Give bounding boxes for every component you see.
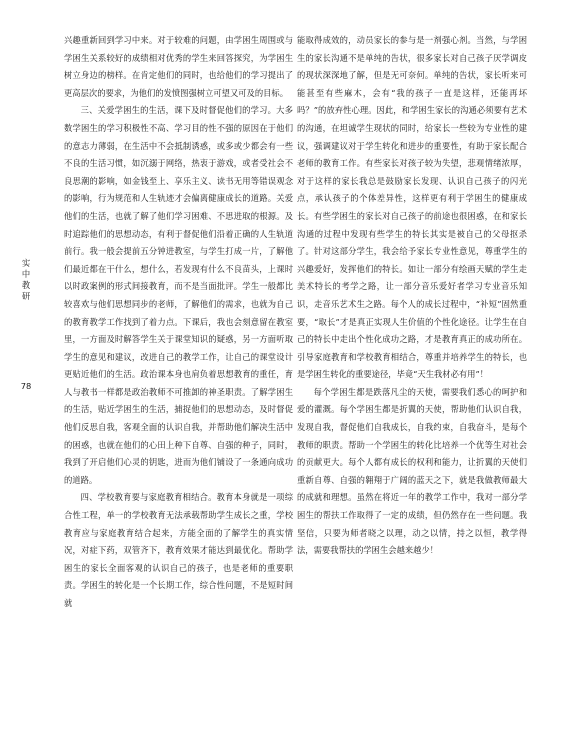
page-number: 78 [20, 381, 32, 391]
right-column [297, 32, 527, 560]
paragraph: 三、关爱学困生的生活，课下及时督促他们的学习。大多数学困生的学习积极性不高、学习目的性不强的原因在于他们的意志力薄弱，在生活中不会抵制诱惑，或多或少都会有一些不良的生活习惯，如沉溺于网络，热衷于游戏，或者受社会不良思潮的影响，如金钱至上、享乐主义、读书无用等错误观念的影响，行为规范和人生轨迹才会偏离健康成长的道路。关爱他们的生活，也就了解了他们学习困难、不思进取的根源。及时追踪他们的思想动态，有利于督促他们沿着正确的人生轨道前行。我一般会提前五分钟进教室，与学生打成一片，了解他们最近都在干什么，想什么，若发现有什么不良苗头，上课时以时政案例的形式间接教育，而不是当面批评。学生一般都比较喜欢与他们思想同步的老师，了解他们的需求，也就为自己的教育教学工作找到了着力点。下课后，我也会刻意留在教室里，一方面及时解答学生关于课堂知识的疑惑，另一方面听取学生的意见和建议，改进自己的教学工作，让自己的课堂设计更贴近他们的生活。政治课本身也肩负着思想教育的重任，育人与教书一样都是政治教师不可推卸的神圣职责。了解学困生的生活，贴近学困生的生活，捕捉他们的思想动态，及时督促他们反思自我，客观全面的认识自我，并帮助他们解决生活中的困惑，也就在他们的心田上种下自尊、自强的种子，同时，我到了开启他们心灵的钥匙，进而为他们铺设了一条通向成功的道路。 [64, 105, 293, 485]
paragraph: 每个学困生都是跌落凡尘的天使，需要我们悉心的呵护和爱的灌溉。每个学困生都是折翼的天使，帮助他们认识自我，发现自我，督促他们自我成长，自我约束，自我奋斗，是每个教师的职责。帮助一个学困生的转化比培养一个优等生对社会的贡献更大。每个人都有成长的权利和能力，让折翼的天使们重新自尊、自强的翱翔于广阔的蓝天之下，就是我做教师最大的成就和理想。虽然在将近一年的教学工作中，我对一部分学困生的帮扶工作取得了一定的成绩，但仍然存在一些问题。我坚信，只要为师者晓之以理，动之以情，持之以恒，教学得法，需要我帮扶的学困生会越来越少！ [297, 386, 527, 556]
paragraph: 四、学校教育要与家庭教育相结合。教育本身就是一项综合性工程，单一的学校教育无法承载帮助学生成长之重，学校教育应与家庭教育结合起来，方能全面的了解学生的真实情况，对症下药，双管齐下，教育效果才能达到最优化。帮助学困生的家长全面客观的认识自己的孩子，也是老师的重要职责。学困生的转化是一个长期工作，综合性问题，不是短时间就 [64, 492, 293, 608]
journal-name-char: 实 [21, 258, 31, 268]
journal-name-char: 教 [21, 280, 31, 290]
paragraph: 能取得成效的，动员家长的参与是一剂强心剂。当然，与学困生的家长沟通不是单纯的告状，很多家长对自己孩子厌学调皮的现状深深地了解，但是无可奈何。单纯的告状，家长听来可能甚至有些麻木，会有“我的孩子一直是这样，还能再坏吗？”的放弃性心理。因此，和学困生家长的沟通必须要有艺术的沟通，在坦诚学生现状的同时，给家长一些较为专业性的建议，强调建议对于学生转化和进步的重要性，有助于家长配合老师的教育工作。有些家长对孩子较为失望，悲观情绪浓厚，对于这样的家长我总是鼓励家长发现、认识自己孩子的闪光点，承认孩子的个体差异性，这样更有利于学困生的健康成长。有些学困生的家长对自己孩子的前途也很困惑，在和家长沟通的过程中发现有些学生的特长其实是被自己的父母抠杀了。针对这部分学生，我会给予家长专业性意见，尊重学生的兴趣爱好，发挥他们的特长。如让一部分有绘画天赋的学生走美术特长的考学之路，让一部分音乐爱好者学习专业音乐知识，走音乐艺术生之路。每个人的成长过程中，“补短”固然重要，“取长”才是真正实现人生价值的个性化途径。让学生在自己的特长中走出个性化成功之路，才是教育真正的成功所在。引导家庭教育和学校教育相结合，尊重并培养学生的特长，也是学困生转化的重要途径，毕竟“天生我材必有用”！ [297, 35, 527, 380]
journal-name-vertical [20, 258, 32, 302]
journal-name-char: 中 [21, 269, 31, 279]
journal-name-char: 研 [21, 291, 31, 301]
paragraph: 兴趣重新回到学习中来。对于较难的问题，由学困生周围或与学困生关系较好的成绩相对优秀的学生来回答探究，为学困生树立身边的榜样。在肯定他们的同时，也给他们的学习提出了更高层次的要求，为他们的发愤图强树立可望又可及的目标。 [64, 35, 293, 98]
left-column [64, 32, 293, 613]
